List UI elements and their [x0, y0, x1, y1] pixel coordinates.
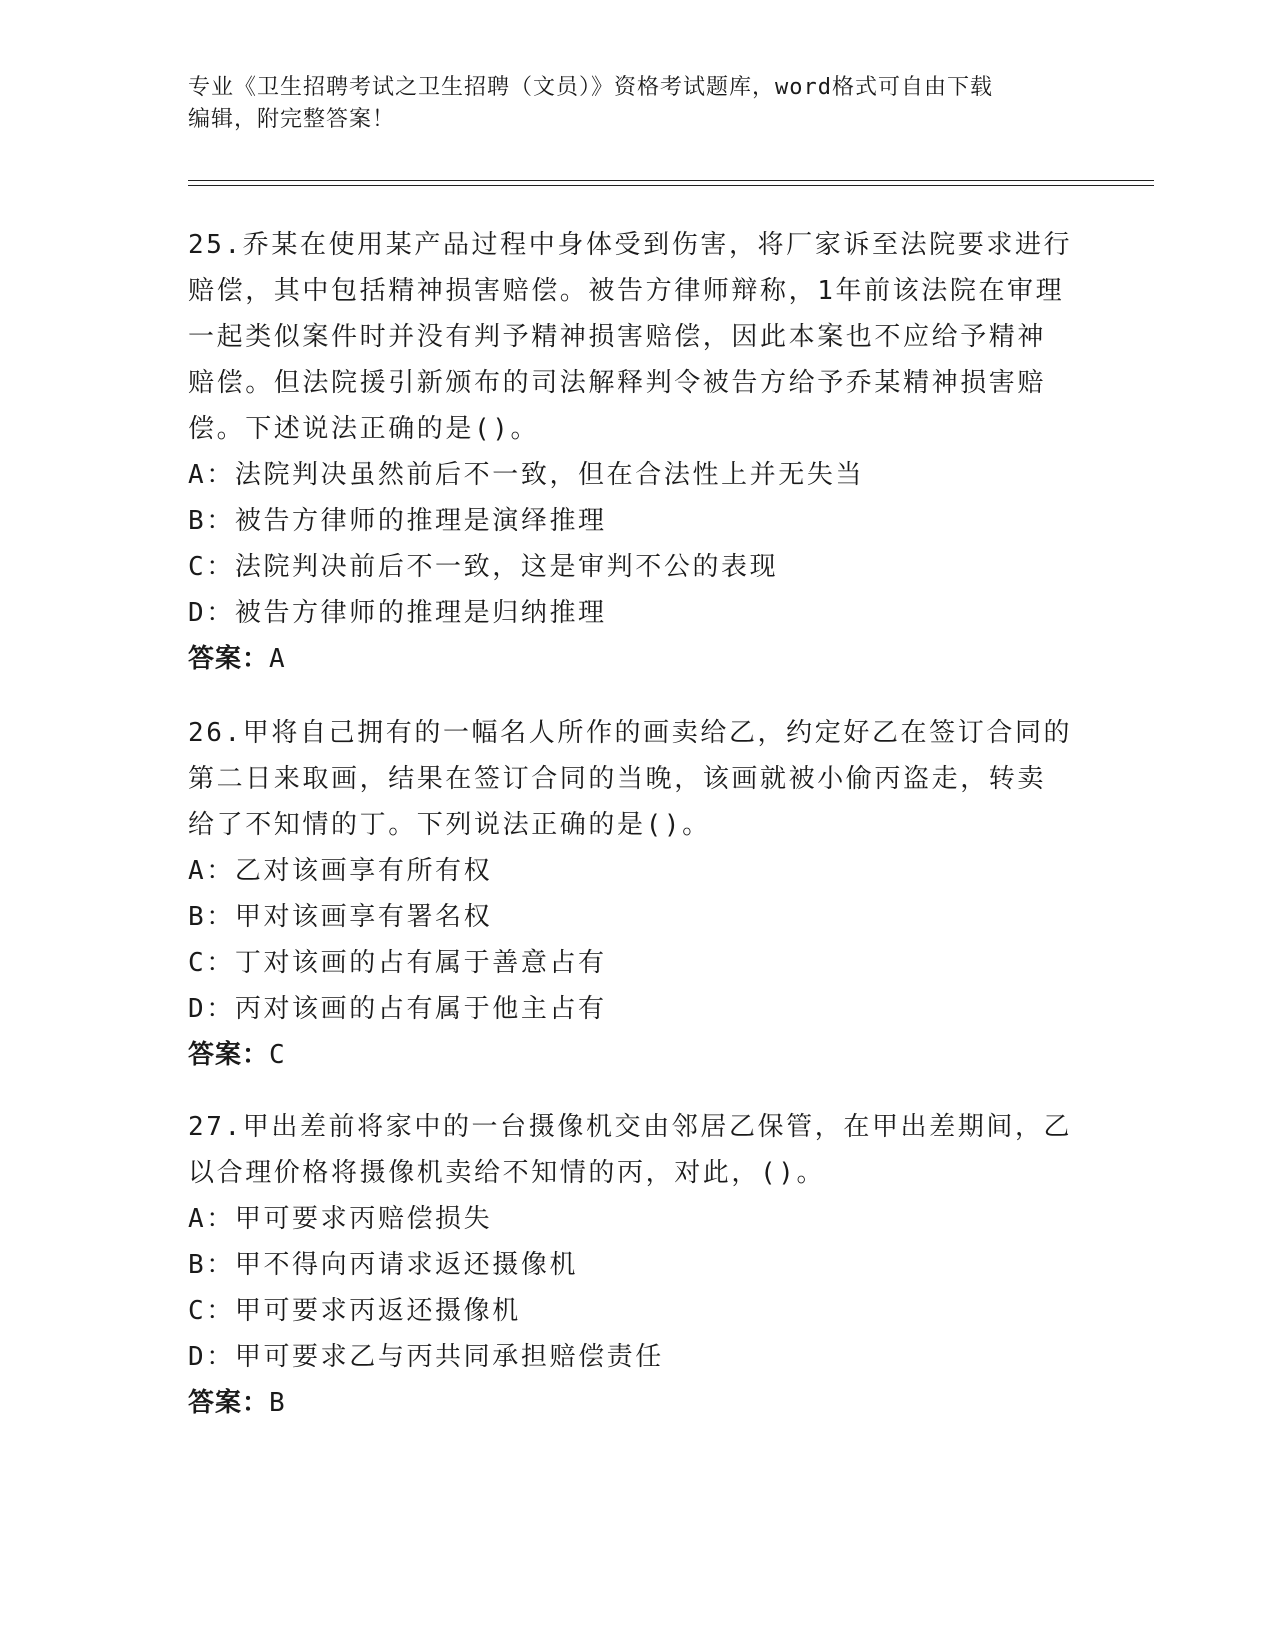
- option-a: A：乙对该画享有所有权: [188, 856, 493, 886]
- stem-line: 赔偿。但法院援引新颁布的司法解释判令被告方给予乔某精神损害赔: [188, 368, 1047, 398]
- answer-line: [188, 1032, 1088, 1078]
- header-divider-top: [188, 180, 1154, 181]
- option-d: D：丙对该画的占有属于他主占有: [188, 994, 607, 1024]
- option-d: D：被告方律师的推理是归纳推理: [188, 598, 607, 628]
- question-stem: [188, 222, 1088, 452]
- question-26: [188, 710, 1088, 1078]
- answer-line: [188, 636, 1088, 682]
- stem-line: 25.乔某在使用某产品过程中身体受到伤害，将厂家诉至法院要求进行: [188, 230, 1073, 260]
- stem-line: 以合理价格将摄像机卖给不知情的丙，对此，()。: [188, 1158, 826, 1188]
- answer-label: 答案：: [188, 1388, 270, 1418]
- option-c: C：丁对该画的占有属于善意占有: [188, 948, 607, 978]
- header-line-1: 专业《卫生招聘考试之卫生招聘（文员）》资格考试题库，word格式可自由下载: [188, 75, 993, 100]
- stem-line: 偿。下述说法正确的是()。: [188, 414, 540, 444]
- stem-line: 第二日来取画，结果在签订合同的当晚，该画就被小偷丙盗走，转卖: [188, 764, 1047, 794]
- answer-line: [188, 1380, 1088, 1426]
- document-header: [188, 72, 1108, 136]
- question-25: [188, 222, 1088, 682]
- header-divider-bottom: [188, 185, 1154, 186]
- option-a: A：甲可要求丙赔偿损失: [188, 1204, 493, 1234]
- answer-value: B: [269, 1388, 286, 1418]
- stem-line: 给了不知情的丁。下列说法正确的是()。: [188, 810, 711, 840]
- option-c: C：甲可要求丙返还摄像机: [188, 1296, 521, 1326]
- answer-label: 答案：: [188, 644, 270, 674]
- stem-line: 26.甲将自己拥有的一幅名人所作的画卖给乙，约定好乙在签订合同的: [188, 718, 1073, 748]
- stem-line: 27.甲出差前将家中的一台摄像机交由邻居乙保管，在甲出差期间，乙: [188, 1112, 1073, 1142]
- option-b: B：甲不得向丙请求返还摄像机: [188, 1250, 579, 1280]
- option-b: B：被告方律师的推理是演绎推理: [188, 506, 607, 536]
- stem-line: 一起类似案件时并没有判予精神损害赔偿，因此本案也不应给予精神: [188, 322, 1047, 352]
- option-c: C：法院判决前后不一致，这是审判不公的表现: [188, 552, 779, 582]
- option-a: A：法院判决虽然前后不一致，但在合法性上并无失当: [188, 460, 865, 490]
- answer-label: 答案：: [188, 1040, 270, 1070]
- answer-value: A: [269, 644, 286, 674]
- header-line-2: 编辑，附完整答案！: [188, 107, 396, 132]
- option-d: D：甲可要求乙与丙共同承担赔偿责任: [188, 1342, 664, 1372]
- question-stem: [188, 1104, 1088, 1196]
- answer-value: C: [269, 1040, 286, 1070]
- option-b: B：甲对该画享有署名权: [188, 902, 493, 932]
- question-27: [188, 1104, 1088, 1426]
- question-stem: [188, 710, 1088, 848]
- stem-line: 赔偿，其中包括精神损害赔偿。被告方律师辩称，1年前该法院在审理: [188, 276, 1065, 306]
